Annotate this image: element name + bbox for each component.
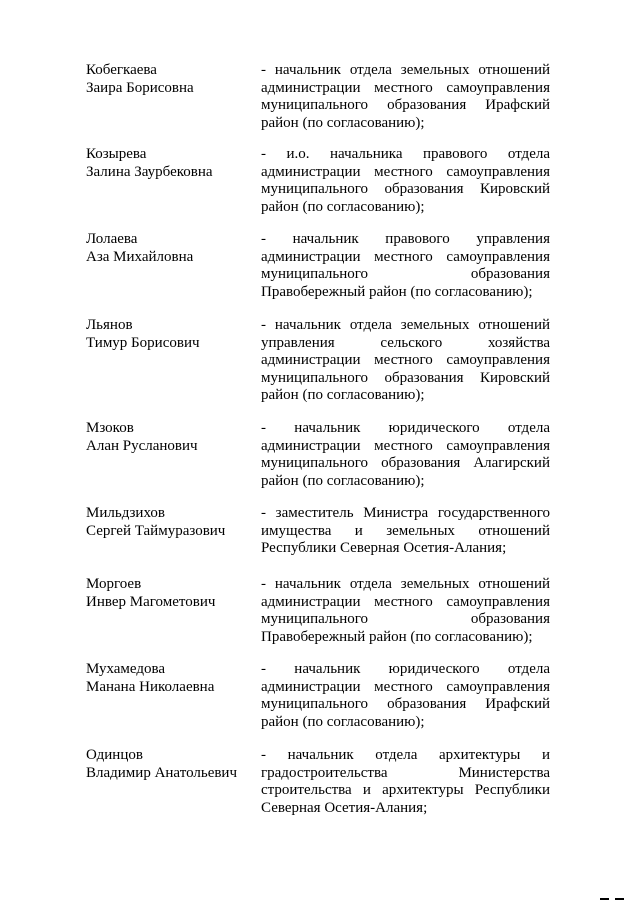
member-position: [261, 231, 550, 301]
member-entry: [86, 505, 550, 558]
position-line: район (по согласованию);: [261, 198, 425, 215]
position-line: муниципального образования: [261, 611, 550, 627]
position-line: муниципального образования Алагирский: [261, 455, 550, 471]
member-position: [261, 576, 550, 646]
member-entry: [86, 747, 550, 817]
member-surname: Лолаева: [86, 231, 138, 247]
member-entry: [86, 146, 550, 216]
member-position: [261, 661, 550, 731]
member-given-names: Манана Николаевна: [86, 678, 215, 695]
member-surname: Льянов: [86, 317, 133, 333]
position-line: муниципального образования Кировский: [261, 181, 550, 197]
member-position: [261, 747, 550, 817]
position-line: - и.о. начальника правового отдела: [261, 146, 550, 162]
position-line: - начальник отдела архитектуры и: [261, 747, 550, 763]
member-surname: Моргоев: [86, 576, 142, 592]
position-line: администрации местного самоуправления: [261, 593, 550, 610]
member-name: [86, 505, 261, 540]
position-line: Правобережный район (по согласованию);: [261, 628, 533, 645]
member-position: [261, 62, 550, 132]
position-line: район (по согласованию);: [261, 114, 425, 131]
member-surname: Мухамедова: [86, 661, 166, 677]
member-surname: Кобегкаева: [86, 62, 157, 78]
position-line: - заместитель Министра государственного: [261, 505, 550, 521]
member-surname: Одинцов: [86, 747, 143, 763]
member-entry: [86, 62, 550, 132]
position-line: градостроительства Министерства: [261, 764, 550, 781]
member-given-names: Инвер Магометович: [86, 593, 216, 610]
member-name: [86, 62, 261, 97]
position-line: район (по согласованию);: [261, 472, 425, 489]
member-position: [261, 505, 550, 558]
position-line: администрации местного самоуправления: [261, 163, 550, 180]
position-line: имущества и земельных отношений: [261, 522, 550, 539]
position-line: Правобережный район (по согласованию);: [261, 283, 533, 300]
member-given-names: Тимур Борисович: [86, 334, 200, 351]
member-name: [86, 231, 261, 266]
position-line: муниципального образования Ирафский: [261, 696, 550, 712]
position-line: администрации местного самоуправления: [261, 352, 550, 368]
position-line: - начальник отдела земельных отношений: [261, 62, 550, 78]
member-name: [86, 420, 261, 455]
position-line: - начальник юридического отдела: [261, 661, 550, 677]
position-line: администрации местного самоуправления: [261, 248, 550, 265]
position-line: - начальник отдела земельных отношений: [261, 576, 550, 592]
member-entry: [86, 420, 550, 490]
member-given-names: Сергей Таймуразович: [86, 522, 226, 539]
position-line: муниципального образования Кировский: [261, 369, 550, 386]
member-surname: Мзоков: [86, 420, 134, 436]
member-entry: [86, 317, 550, 405]
position-line: администрации местного самоуправления: [261, 678, 550, 695]
member-entry: [86, 576, 550, 646]
member-name: [86, 317, 261, 352]
position-line: муниципального образования: [261, 266, 550, 282]
member-position: [261, 146, 550, 216]
page-corner-mark: [600, 898, 626, 901]
position-line: муниципального образования Ирафский: [261, 97, 550, 113]
position-line: Республики Северная Осетия-Алания;: [261, 540, 507, 556]
position-line: администрации местного самоуправления: [261, 437, 550, 454]
position-line: - начальник юридического отдела: [261, 420, 550, 436]
member-position: [261, 420, 550, 490]
member-name: [86, 661, 261, 696]
position-line: администрации местного самоуправления: [261, 79, 550, 96]
member-given-names: Заира Борисовна: [86, 79, 194, 96]
member-surname: Мильдзихов: [86, 505, 165, 521]
position-line: район (по согласованию);: [261, 713, 425, 730]
position-line: - начальник правового управления: [261, 231, 550, 247]
member-position: [261, 317, 550, 405]
member-given-names: Алан Русланович: [86, 437, 198, 454]
member-entry: [86, 661, 550, 731]
member-entry: [86, 231, 550, 301]
position-line: Северная Осетия-Алания;: [261, 799, 428, 816]
member-surname: Козырева: [86, 146, 147, 162]
member-given-names: Залина Заурбековна: [86, 163, 213, 180]
member-given-names: Аза Михайловна: [86, 248, 194, 265]
position-line: район (по согласованию);: [261, 387, 425, 403]
position-line: строительства и архитектуры Республики: [261, 782, 550, 798]
member-name: [86, 146, 261, 181]
member-given-names: Владимир Анатольевич: [86, 764, 238, 781]
position-line: управления сельского хозяйства: [261, 334, 550, 351]
position-line: - начальник отдела земельных отношений: [261, 317, 550, 333]
member-name: [86, 747, 261, 782]
member-name: [86, 576, 261, 611]
